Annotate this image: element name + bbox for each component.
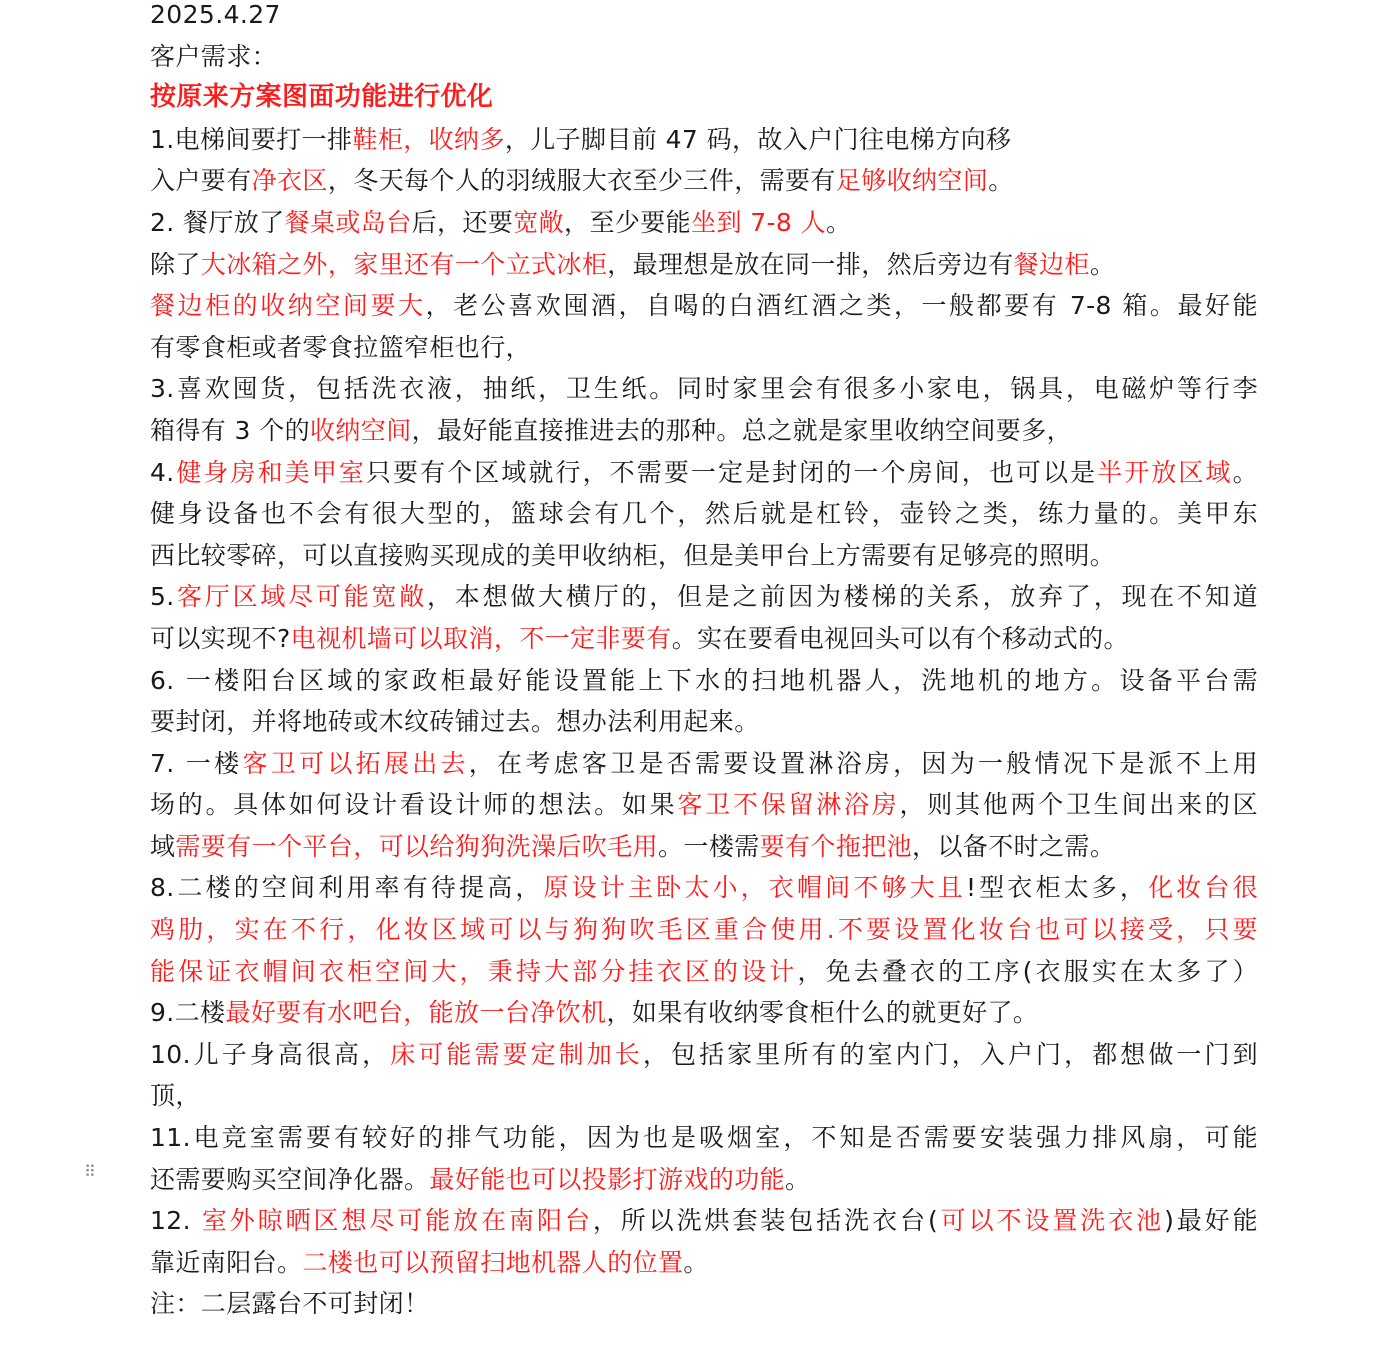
text-run: ，最理想是放在同一排，然后旁边有 — [607, 249, 1014, 279]
document-line — [150, 826, 1258, 868]
text-run: 。 — [785, 1164, 811, 1194]
text-run: 2025.4.27 — [150, 0, 281, 29]
text-run: ，包括家里所有的室内门，入户门，都想做一门到 — [642, 1039, 1258, 1069]
highlighted-text: 宽敞 — [513, 207, 565, 237]
highlighted-text: 净衣区 — [251, 166, 328, 196]
document-line — [150, 452, 1258, 494]
text-run: 要封闭，并将地砖或木纹砖铺过去。想办法利用起来。 — [150, 707, 760, 737]
highlighted-text: 可以不设置洗衣池 — [938, 1206, 1165, 1236]
document-line — [150, 493, 1258, 535]
text-run: 。 — [826, 207, 852, 237]
text-run: )最好能 — [1164, 1206, 1258, 1236]
highlighted-text: 坐到 7-8 人 — [691, 207, 826, 237]
text-run: ，则其他两个卫生间出来的区 — [899, 790, 1258, 820]
text-run: 12. — [150, 1206, 202, 1236]
text-run: 客户需求： — [150, 41, 278, 71]
text-run: ，所以洗烘套装包括洗衣台( — [592, 1206, 939, 1236]
text-run: 顶， — [150, 1081, 201, 1111]
highlighted-text: 收纳空间 — [310, 415, 412, 445]
document-line — [150, 1200, 1258, 1242]
text-run: 5. — [150, 582, 175, 612]
document-line — [150, 743, 1258, 785]
highlighted-text: 室外晾晒区想尽可能放在南阳台 — [201, 1206, 593, 1236]
document-line — [150, 1242, 1258, 1284]
highlighted-text: 客厅区域尽可能宽敞 — [174, 582, 428, 612]
document-line — [150, 576, 1258, 618]
highlighted-text: 最好要有水吧台，能放一台净饮机 — [225, 998, 607, 1028]
document-line — [150, 202, 1258, 244]
text-run: 入户要有 — [150, 166, 252, 196]
highlighted-text: 大冰箱之外，家里还有一个立式冰柜 — [200, 249, 608, 279]
text-run: ，如果有收纳零食柜什么的就更好了。 — [606, 998, 1039, 1028]
text-run: 域 — [150, 831, 176, 861]
text-run: 10.儿子身高很高， — [150, 1039, 391, 1069]
document-line — [150, 1075, 1258, 1117]
text-run: ，本想做大横厅的，但是之前因为楼梯的关系，放弃了，现在不知道 — [427, 582, 1258, 612]
text-run: ，以备不时之需。 — [912, 831, 1116, 861]
highlighted-text: 最好能也可以投影打游戏的功能 — [429, 1164, 786, 1194]
text-run: 。 — [1232, 457, 1258, 487]
highlighted-text: 客卫可以拓展出去 — [242, 748, 469, 778]
document-line — [150, 36, 1258, 78]
highlighted-text: 餐边柜 — [1013, 249, 1090, 279]
drag-handle-icon[interactable]: ⠿ — [84, 1162, 96, 1181]
document-line — [150, 1117, 1258, 1159]
text-run: 。 — [1089, 249, 1116, 279]
document-line — [150, 618, 1258, 660]
text-run: 箱得有 3 个的 — [150, 415, 310, 445]
text-run: ，最好能直接推进去的那种。总之就是家里收纳空间要多， — [411, 415, 1073, 445]
text-run: ，在考虑客卫是否需要设置淋浴房，因为一般情况下是派不上用 — [468, 748, 1258, 778]
highlighted-text: 要有个拖把池 — [759, 831, 913, 861]
text-run: 还需要购买空间净化器。 — [150, 1164, 430, 1194]
document-line — [150, 244, 1258, 286]
document-line — [150, 0, 1258, 36]
text-run: 4. — [150, 457, 175, 487]
text-run: 可以实现不? — [150, 623, 291, 653]
text-run: 。实在要看电视回头可以有个移动式的。 — [671, 623, 1129, 653]
text-run: ，冬天每个人的羽绒服大衣至少三件，需要有 — [327, 166, 836, 196]
document-body — [150, 0, 1258, 1325]
highlighted-text: 原设计主卧太小，衣帽间不够大且 — [543, 873, 966, 903]
text-run: 后，还要 — [411, 207, 514, 237]
document-line — [150, 951, 1258, 993]
document-line — [150, 909, 1258, 951]
highlighted-text: 半开放区域 — [1097, 457, 1233, 487]
highlighted-text: 化妆台很 — [1148, 873, 1258, 903]
text-run: ，老公喜欢囤酒，自喝的白酒红酒之类，一般都要有 7-8 箱。最好能 — [425, 291, 1258, 321]
document-line — [150, 410, 1258, 452]
text-run: 3.喜欢囤货，包括洗衣液，抽纸，卫生纸。同时家里会有很多小家电，锅具，电磁炉等行李 — [150, 374, 1258, 404]
text-run: ，至少要能 — [564, 207, 692, 237]
document-line — [150, 1283, 1258, 1325]
document-line — [150, 701, 1258, 743]
document-line — [150, 119, 1258, 161]
document-line — [150, 1034, 1258, 1076]
text-run: 西比较零碎，可以直接购买现成的美甲收纳柜，但是美甲台上方需要有足够亮的照明。 — [150, 540, 1116, 570]
document-line — [150, 784, 1258, 826]
document-line — [150, 285, 1258, 327]
highlighted-text: 需要有一个平台，可以给狗狗洗澡后吹毛用 — [175, 831, 659, 861]
document-line — [150, 867, 1258, 909]
highlighted-text: 按原来方案图面功能进行优化 — [150, 82, 494, 113]
text-run: 。一楼需 — [658, 831, 760, 861]
document-line — [150, 535, 1258, 577]
highlighted-text: 床可能需要定制加长 — [390, 1039, 643, 1069]
document-heading — [150, 77, 1258, 119]
document-line — [150, 1159, 1258, 1201]
document-line — [150, 660, 1258, 702]
text-run: 注：二层露台不可封闭！ — [150, 1289, 430, 1319]
text-run: 8.二楼的空间利用率有待提高， — [150, 873, 544, 903]
highlighted-text: 二楼也可以预留扫地机器人的位置 — [302, 1247, 684, 1277]
text-run: 健身设备也不会有很大型的，篮球会有几个，然后就是杠铃，壶铃之类，练力量的。美甲东 — [150, 499, 1258, 529]
text-run: 除了 — [150, 249, 201, 279]
highlighted-text: 餐边柜的收纳空间要大 — [150, 291, 426, 321]
text-run: !型衣柜太多， — [965, 873, 1149, 903]
text-run: 。 — [683, 1247, 709, 1277]
highlighted-text: 电视机墙可以取消，不一定非要有 — [290, 623, 672, 653]
document-line — [150, 368, 1258, 410]
document-line — [150, 160, 1258, 202]
text-run: 靠近南阳台。 — [150, 1247, 303, 1277]
highlighted-text: 鞋柜，收纳多 — [352, 124, 505, 154]
highlighted-text: 健身房和美甲室 — [174, 457, 366, 487]
text-run: 1.电梯间要打一排 — [150, 124, 353, 154]
text-run: 只要有个区域就行，不需要一定是封闭的一个房间，也可以是 — [365, 457, 1098, 487]
text-run: 9.二楼 — [150, 998, 226, 1028]
highlighted-text: 客卫不保留淋浴房 — [677, 790, 900, 820]
text-run: 2. 餐厅放了 — [150, 207, 285, 237]
text-run: 6. 一楼阳台区域的家政柜最好能设置能上下水的扫地机器人，洗地机的地方。设备平台需 — [150, 665, 1258, 695]
document-line — [150, 992, 1258, 1034]
text-run: ，儿子脚目前 47 码，故入户门往电梯方向移 — [504, 124, 1012, 154]
highlighted-text: 能保证衣帽间衣柜空间大，秉持大部分挂衣区的设计 — [150, 956, 798, 986]
text-run: 。 — [988, 166, 1014, 196]
text-run: 11.电竞室需要有较好的排气功能，因为也是吸烟室，不知是否需要安装强力排风扇，可能 — [150, 1123, 1258, 1153]
highlighted-text: 餐桌或岛台 — [284, 207, 412, 237]
text-run: ，免去叠衣的工序(衣服实在太多了） — [797, 956, 1258, 986]
text-run: 7. 一楼 — [150, 748, 243, 778]
text-run: 有零食柜或者零食拉篮窄柜也行， — [150, 332, 532, 362]
highlighted-text: 鸡肋，实在不行，化妆区域可以与狗狗吹毛区重合使用.不要设置化妆台也可以接受，只要 — [150, 915, 1258, 945]
highlighted-text: 足够收纳空间 — [835, 166, 989, 196]
text-run: 场的。具体如何设计看设计师的想法。如果 — [150, 790, 678, 820]
document-line — [150, 327, 1258, 369]
